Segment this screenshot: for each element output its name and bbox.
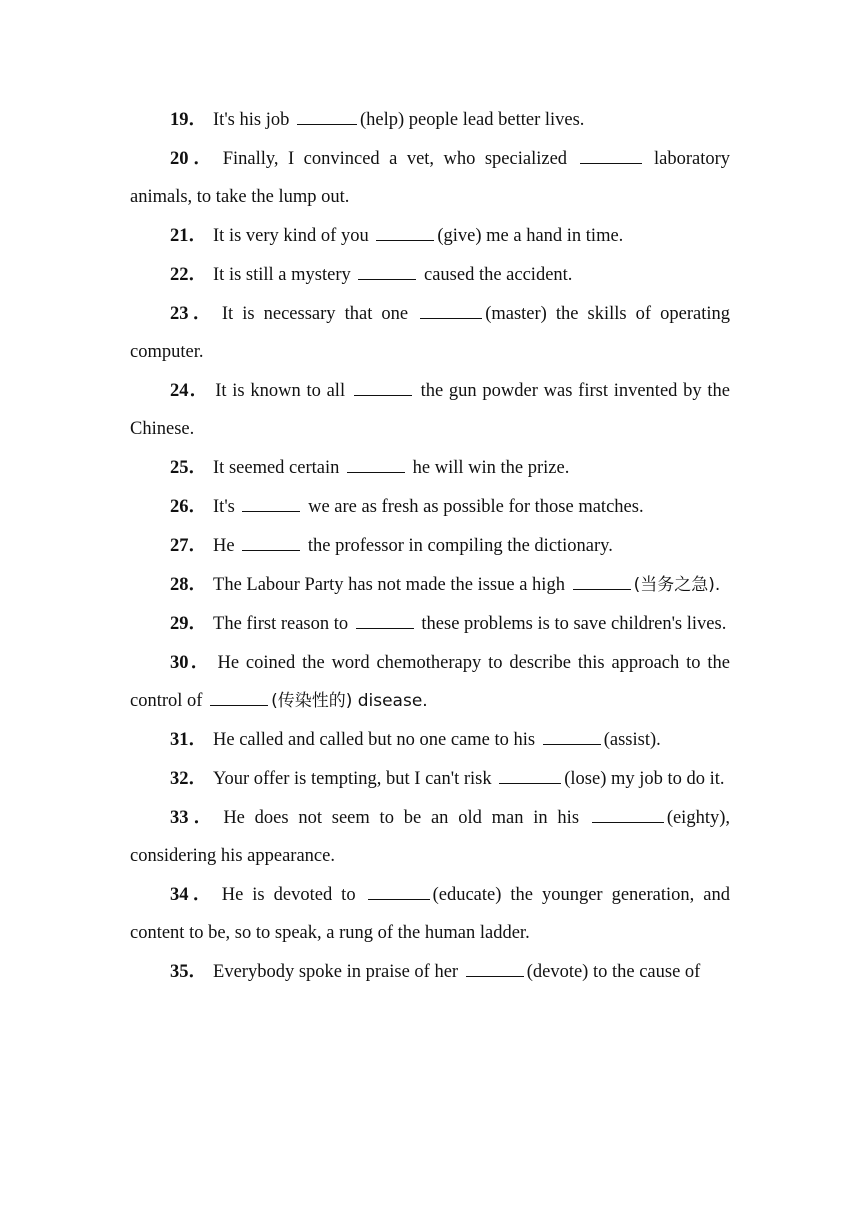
question-text-before: It's [213,497,235,517]
question-separator: ． [188,458,208,478]
answer-blank[interactable] [499,765,561,784]
question-number: 31 [170,730,189,750]
answer-blank[interactable] [466,958,524,977]
question-text-before: The Labour Party has not made the issue a high [213,575,565,595]
answer-blank[interactable] [242,532,300,551]
question-text-before: It is necessary that one [221,304,409,324]
question-separator: ． [188,381,210,401]
question-separator: ． [188,265,208,285]
question-number: 19 [170,110,189,130]
question-29 [130,605,730,643]
question-separator: ． [188,226,208,246]
question-text-after: (传染性的) disease. [271,691,428,711]
question-text-before: Finally, I convinced a vet, who specialized [222,149,568,169]
answer-blank[interactable] [242,493,300,512]
question-number: 27 [170,536,189,556]
question-separator: ． [188,614,208,634]
question-separator: ． [188,808,218,828]
question-number: 32 [170,769,189,789]
question-text-after: (assist). [603,730,661,750]
question-text-after: the gun powder was first invented by the Chinese. [130,381,730,439]
answer-blank[interactable] [356,610,414,629]
question-separator: ． [188,730,208,750]
question-35 [130,953,730,991]
question-separator: ． [188,536,208,556]
question-separator: ． [188,497,208,517]
question-31 [130,721,730,759]
question-number: 21 [170,226,189,246]
answer-blank[interactable] [573,571,631,590]
question-separator: ． [188,304,216,324]
question-number: 20 [170,149,189,169]
question-text-after: caused the accident. [423,265,573,285]
question-separator: ． [188,110,208,130]
answer-blank[interactable] [354,377,412,396]
question-text-before: The first reason to [213,614,349,634]
question-text-after: we are as fresh as possible for those matches. [308,497,644,517]
question-text-before: He [213,536,235,556]
question-separator: ． [188,962,208,982]
question-number: 33 [170,808,189,828]
question-text-before: It's his job [213,110,290,130]
exercise-list [130,101,730,992]
question-34 [130,876,730,952]
answer-blank[interactable] [210,687,268,706]
question-28 [130,566,730,604]
answer-blank[interactable] [368,881,430,900]
question-text-before: He called and called but no one came to his [213,730,536,750]
question-text-after: the professor in compiling the dictionary. [307,536,613,556]
question-text-after: (educate) the younger generation, and content to be, so to speak, a rung of the human ladder. [130,885,730,943]
question-30 [130,644,730,720]
question-27 [130,527,730,565]
question-number: 23 [170,304,189,324]
question-text-after: (give) me a hand in time. [437,226,624,246]
question-number: 34 [170,885,189,905]
question-20 [130,140,730,216]
question-separator: ． [188,885,216,905]
question-22 [130,256,730,294]
question-text-before: He does not seem to be an old man in his [223,808,580,828]
answer-blank[interactable] [543,726,601,745]
question-text-after: (lose) my job to do it. [564,769,725,789]
question-number: 35 [170,962,189,982]
question-number: 30 [170,653,189,673]
answer-blank[interactable] [420,300,482,319]
question-text-before: It is still a mystery [213,265,351,285]
question-25 [130,449,730,487]
question-separator: ． [188,653,212,673]
question-separator: ． [188,149,217,169]
question-text-before: He coined the word chemotherapy to describe this approach to the control of [130,653,730,711]
question-text-after: these problems is to save children's lives. [421,614,727,634]
question-text-after: (当务之急). [633,575,721,595]
question-text-after: (help) people lead better lives. [359,110,585,130]
question-text-after: laboratory animals, to take the lump out. [130,149,731,207]
question-number: 26 [170,497,189,517]
question-text-after: (eighty), considering his appearance. [130,808,730,866]
question-text-before: Your offer is tempting, but I can't risk [213,769,492,789]
question-text-after: (master) the skills of operating computer. [130,304,731,362]
answer-blank[interactable] [347,454,405,473]
answer-blank[interactable] [376,222,434,241]
answer-blank[interactable] [592,804,664,823]
question-33 [130,799,730,875]
question-26 [130,488,730,526]
answer-blank[interactable] [580,145,642,164]
question-21 [130,217,730,255]
question-19 [130,101,730,139]
question-number: 28 [170,575,189,595]
question-23 [130,295,730,371]
question-24 [130,372,730,448]
answer-blank[interactable] [297,106,357,125]
question-number: 22 [170,265,189,285]
question-text-before: Everybody spoke in praise of her [213,962,459,982]
question-separator: ． [188,769,208,789]
question-separator: ． [188,575,208,595]
question-text-before: It is known to all [215,381,346,401]
question-text-before: It seemed certain [213,458,340,478]
question-number: 25 [170,458,189,478]
question-32 [130,760,730,798]
question-text-after: he will win the prize. [412,458,570,478]
question-number: 29 [170,614,189,634]
question-text-before: It is very kind of you [213,226,369,246]
question-text-after: (devote) to the cause of [526,962,701,982]
answer-blank[interactable] [358,261,416,280]
question-number: 24 [170,381,189,401]
question-text-before: He is devoted to [221,885,356,905]
